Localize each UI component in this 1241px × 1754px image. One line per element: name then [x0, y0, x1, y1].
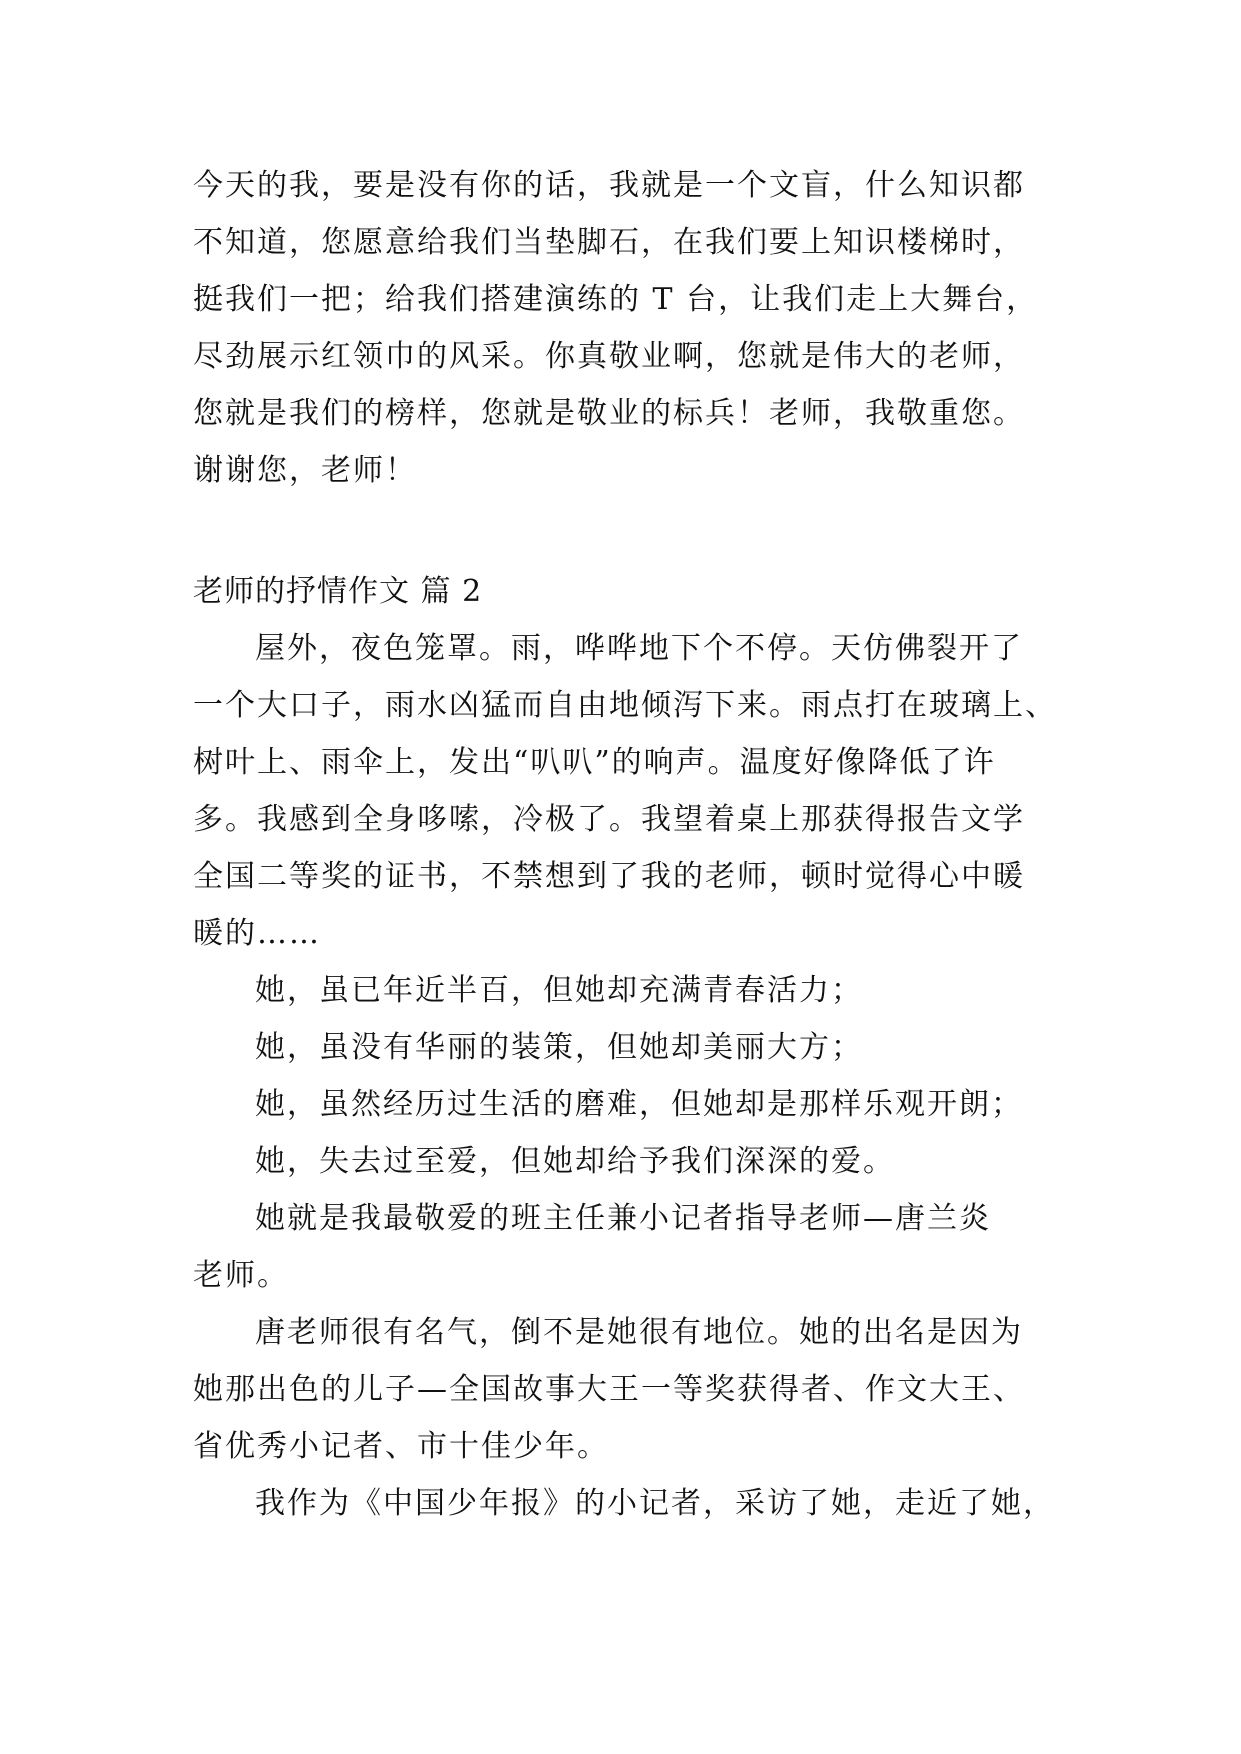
paragraph-line: 树叶上、雨伞上，发出“叭叭”的响声。温度好像降低了许: [193, 745, 996, 780]
paragraph-line: 尽劲展示红领巾的风采。你真敬业啊，您就是伟大的老师，: [193, 339, 1025, 374]
paragraph-line: 她那出色的儿子—全国故事大王一等奖获得者、作文大王、: [193, 1372, 1025, 1407]
paragraph-line: 唐老师很有名气，倒不是她很有地位。她的出名是因为: [255, 1315, 1023, 1350]
paragraph-line: 她，虽已年近半百，但她却充满青春活力；: [255, 973, 863, 1008]
paragraph-line: 多。我感到全身哆嗦，冷极了。我望着桌上那获得报告文学: [193, 802, 1025, 837]
paragraph-line: 省优秀小记者、市十佳少年。: [193, 1429, 609, 1464]
paragraph-line: 挺我们一把；给我们搭建演练的 T 台，让我们走上大舞台，: [193, 282, 1039, 317]
paragraph-line: 我作为《中国少年报》的小记者，采访了她，走近了她，: [255, 1486, 1055, 1521]
paragraph-line: 今天的我，要是没有你的话，我就是一个文盲，什么知识都: [193, 168, 1025, 203]
section-title: 老师的抒情作文 篇 2: [193, 574, 483, 609]
paragraph-line: 全国二等奖的证书，不禁想到了我的老师，顿时觉得心中暖: [193, 859, 1025, 894]
paragraph-line: 她，虽没有华丽的装策，但她却美丽大方；: [255, 1030, 863, 1065]
paragraph-line: 老师。: [193, 1258, 289, 1293]
paragraph-line: 她，失去过至爱，但她却给予我们深深的爱。: [255, 1144, 895, 1179]
paragraph-line: 暖的……: [193, 916, 321, 951]
paragraph-line: 一个大口子，雨水凶猛而自由地倾泻下来。雨点打在玻璃上、: [193, 688, 1057, 723]
paragraph-line: 不知道，您愿意给我们当垫脚石，在我们要上知识楼梯时，: [193, 225, 1025, 260]
paragraph-line: 屋外，夜色笼罩。雨，哗哗地下个不停。天仿佛裂开了: [255, 631, 1023, 666]
paragraph-line: 谢谢您，老师！: [193, 453, 417, 488]
paragraph-line: 她就是我最敬爱的班主任兼小记者指导老师—唐兰炎: [255, 1201, 991, 1236]
paragraph-line: 您就是我们的榜样，您就是敬业的标兵！老师，我敬重您。: [193, 396, 1025, 431]
paragraph-line: 她，虽然经历过生活的磨难，但她却是那样乐观开朗；: [255, 1087, 1023, 1122]
